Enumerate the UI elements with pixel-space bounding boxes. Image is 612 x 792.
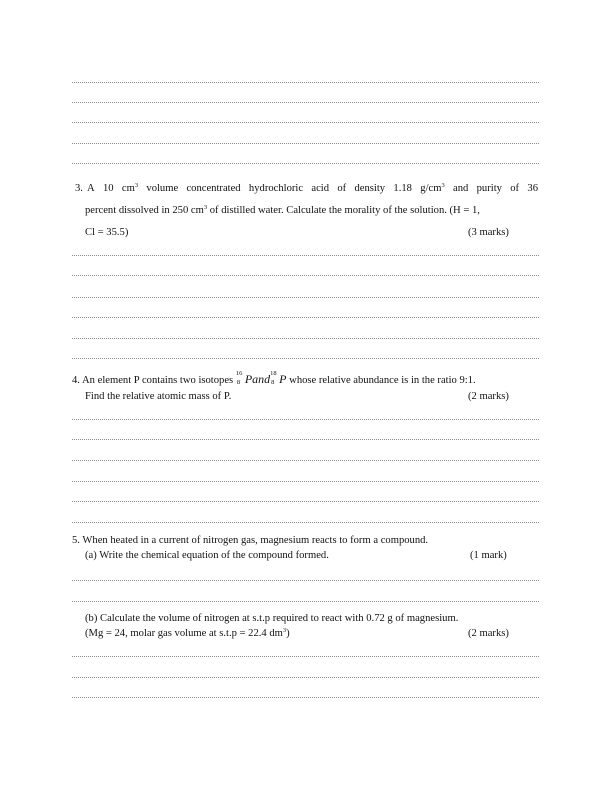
word: volume <box>146 183 179 194</box>
mass-number: 18 <box>270 370 277 377</box>
question-5b-data <box>85 628 290 640</box>
superscript: 3 <box>203 204 208 211</box>
answer-line[interactable] <box>72 338 539 339</box>
atomic-number: 8 <box>271 379 275 386</box>
answer-line[interactable] <box>72 163 539 164</box>
text-fragment: An element P contains two isotopes <box>82 375 236 386</box>
answer-line[interactable] <box>72 501 539 502</box>
answer-line[interactable] <box>72 460 539 461</box>
answer-line[interactable] <box>72 522 539 523</box>
answer-line[interactable] <box>72 697 539 698</box>
question-number: 4. <box>72 375 80 386</box>
superscript: 3 <box>134 182 139 189</box>
mass-number: 16 <box>235 370 243 377</box>
word: 1.18 <box>393 183 412 194</box>
word: $g/cm^3$ <box>420 182 445 194</box>
word: hydrochloric <box>248 183 304 194</box>
part-text: Write the chemical equation of the compound formed. <box>99 550 329 561</box>
isotope-symbol: P <box>279 372 287 386</box>
answer-line[interactable] <box>72 102 539 103</box>
isotope-notation <box>270 370 279 386</box>
question-number: 3. <box>75 183 83 194</box>
word: purity <box>476 183 502 194</box>
superscript: 3 <box>282 627 287 634</box>
question-number: 5. <box>72 535 80 546</box>
word: density <box>354 183 386 194</box>
superscript: 3 <box>441 182 445 189</box>
marks-label: (2 marks) <box>468 628 509 639</box>
answer-line[interactable] <box>72 317 539 318</box>
part-label: (b) <box>85 613 98 624</box>
marks-label: (1 mark) <box>470 550 507 561</box>
word: 10 <box>102 183 114 194</box>
marks-label: (3 marks) <box>468 227 509 238</box>
question-4-line-2: Find the relative atomic mass of P. <box>85 391 232 402</box>
question-3-line-2 <box>85 205 480 217</box>
isotope-symbol: Pand <box>244 372 271 386</box>
word: of <box>337 183 347 194</box>
answer-line[interactable] <box>72 677 539 678</box>
atomic-number: 8 <box>236 379 241 386</box>
answer-line[interactable] <box>72 419 539 420</box>
question-4-line-1 <box>72 370 476 387</box>
text-fragment: percent dissolved in 250 cm <box>85 205 204 216</box>
answer-line[interactable] <box>72 122 539 123</box>
question-5a <box>85 550 329 562</box>
part-label: (a) <box>85 550 97 561</box>
isotope-notation <box>235 370 245 386</box>
answer-line[interactable] <box>72 143 539 144</box>
answer-line[interactable] <box>72 601 539 602</box>
question-text: When heated in a current of nitrogen gas, magnesium reacts to form a compound. <box>82 535 429 546</box>
word: and <box>453 183 469 194</box>
answer-line[interactable] <box>72 275 539 276</box>
part-text: Calculate the volume of nitrogen at s.t.p required to react with 0.72 g of magnesium. <box>100 613 459 624</box>
answer-line[interactable] <box>72 481 539 482</box>
question-3-line-3: Cl = 35.5) <box>85 227 129 238</box>
answer-line[interactable] <box>72 439 539 440</box>
word: acid <box>311 183 330 194</box>
answer-line[interactable] <box>72 358 539 359</box>
text-fragment: of distilled water. Calculate the morality of the solution. (H = 1, <box>207 205 480 216</box>
answer-line[interactable] <box>72 82 539 83</box>
text-fragment: (Mg = 24, molar gas volume at s.t.p = 22.4 dm <box>85 628 283 639</box>
text-fragment: ) <box>286 628 290 639</box>
word: concentrated <box>186 183 241 194</box>
answer-line[interactable] <box>72 656 539 657</box>
marks-label: (2 marks) <box>468 391 509 402</box>
word: A <box>87 183 95 194</box>
word: $cm^3$ <box>121 182 139 194</box>
question-3-line-1 <box>87 183 538 195</box>
word: of <box>510 183 520 194</box>
question-5-stem <box>72 535 428 547</box>
word: 36 <box>527 183 538 194</box>
text-fragment: whose relative abundance is in the ratio 9:1. <box>286 375 476 386</box>
answer-line[interactable] <box>72 580 539 581</box>
answer-line[interactable] <box>72 297 539 298</box>
question-5b <box>85 613 458 625</box>
answer-line[interactable] <box>72 255 539 256</box>
